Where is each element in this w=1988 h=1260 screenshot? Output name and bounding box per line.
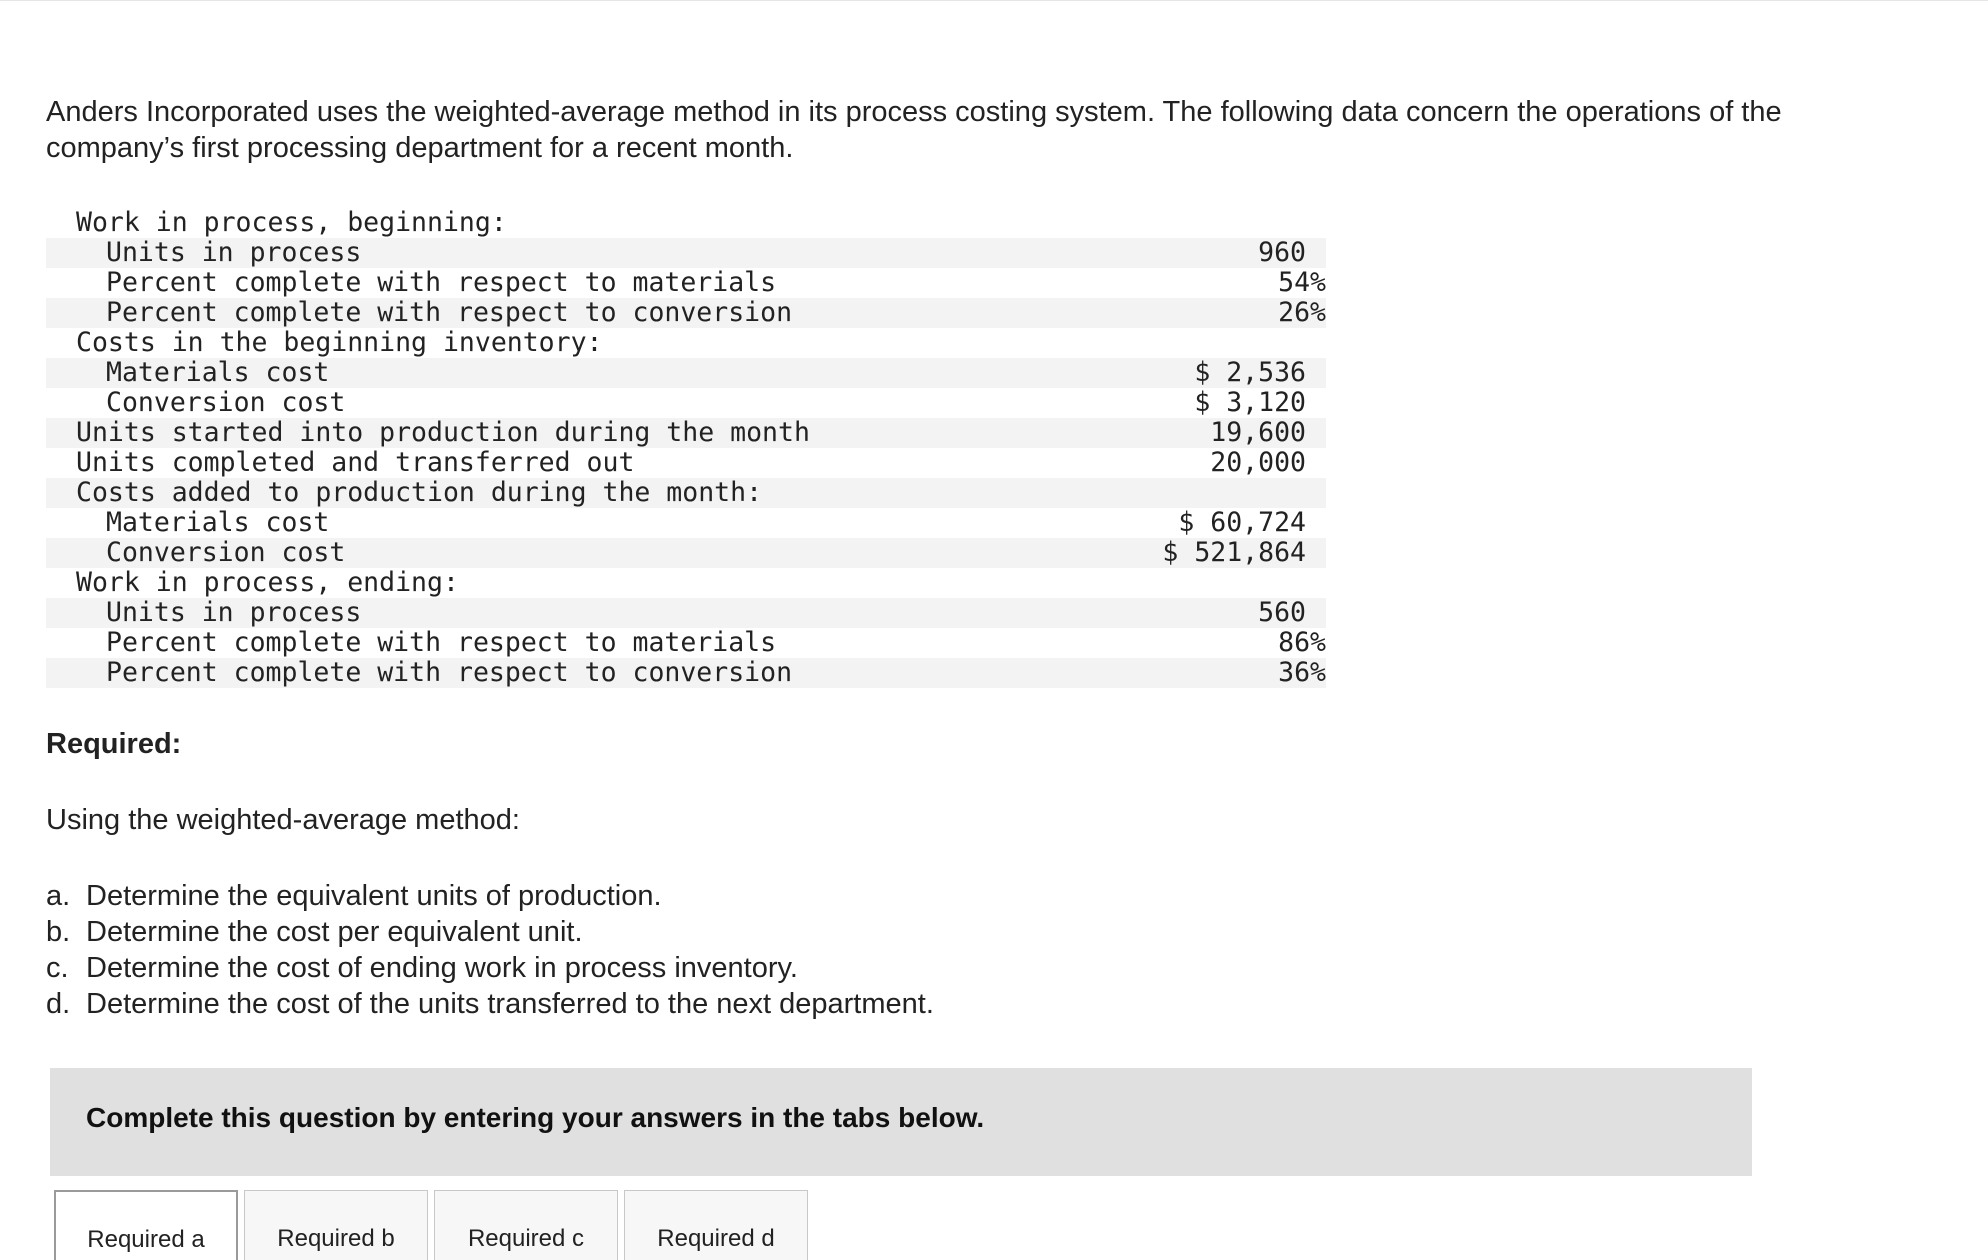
row-label: Percent complete with respect to materials bbox=[106, 627, 777, 658]
row-label: Percent complete with respect to conversion bbox=[46, 658, 1082, 688]
table-row bbox=[46, 508, 1326, 538]
row-label: Work in process, ending: bbox=[76, 567, 459, 598]
table-row bbox=[46, 658, 1326, 688]
row-label: Units in process bbox=[46, 598, 1082, 628]
table-row bbox=[46, 538, 1326, 568]
row-amount: $ 2,536 bbox=[1082, 358, 1326, 388]
table-row bbox=[46, 418, 1326, 448]
table-row bbox=[46, 298, 1326, 328]
tab-required-b[interactable]: Required b bbox=[244, 1190, 428, 1260]
row-amount: 19,600 bbox=[1082, 418, 1326, 448]
table-row bbox=[46, 358, 1326, 388]
item-letter: c. bbox=[46, 952, 69, 984]
row-amount bbox=[1082, 568, 1326, 598]
row-label: Conversion cost bbox=[106, 387, 346, 418]
method-instruction: Using the weighted-average method: bbox=[46, 804, 520, 836]
item-letter: b. bbox=[46, 916, 71, 948]
list-item bbox=[46, 950, 934, 986]
row-amount bbox=[1082, 328, 1326, 358]
required-heading: Required: bbox=[46, 728, 182, 760]
row-label: Costs in the beginning inventory: bbox=[76, 327, 603, 358]
row-label: Costs added to production during the month: bbox=[46, 478, 1082, 508]
list-item bbox=[46, 986, 934, 1022]
row-label: Percent complete with respect to conversion bbox=[46, 298, 1082, 328]
tab-required-d[interactable]: Required d bbox=[624, 1190, 808, 1260]
item-text: Determine the cost of the units transferred to the next department. bbox=[86, 988, 934, 1020]
tab-required-c[interactable]: Required c bbox=[434, 1190, 618, 1260]
table-row bbox=[46, 478, 1326, 508]
problem-intro: Anders Incorporated uses the weighted-average method in its process costing system. The following data concern the operations of the company’s first processing department for a recent month. bbox=[46, 96, 1782, 164]
row-label: Materials cost bbox=[106, 507, 330, 538]
row-label: Units started into production during the month bbox=[46, 418, 1082, 448]
row-amount: 26% bbox=[1082, 298, 1326, 328]
row-amount: 54% bbox=[1278, 267, 1326, 298]
item-letter: a. bbox=[46, 880, 71, 912]
requirements-list bbox=[46, 878, 934, 1022]
row-amount bbox=[1082, 478, 1326, 508]
row-label: Units in process bbox=[46, 238, 1082, 268]
item-text: Determine the cost of ending work in process inventory. bbox=[86, 952, 798, 984]
top-divider bbox=[0, 0, 1988, 1]
table-row bbox=[46, 448, 1326, 478]
instruction-text: Complete this question by entering your answers in the tabs below. bbox=[86, 1102, 985, 1133]
table-row bbox=[46, 628, 1326, 658]
row-amount: 960 bbox=[1082, 238, 1326, 268]
row-label: Percent complete with respect to materials bbox=[106, 267, 777, 298]
row-amount: 20,000 bbox=[1210, 447, 1306, 478]
instruction-banner bbox=[50, 1068, 1752, 1176]
table-row bbox=[46, 238, 1326, 268]
row-amount: 86% bbox=[1278, 627, 1326, 658]
table-row bbox=[46, 268, 1326, 298]
row-amount: 36% bbox=[1082, 658, 1326, 688]
row-label: Units completed and transferred out bbox=[76, 447, 635, 478]
list-item bbox=[46, 914, 934, 950]
row-label: Materials cost bbox=[46, 358, 1082, 388]
table-row bbox=[46, 328, 1326, 358]
row-amount: 560 bbox=[1082, 598, 1326, 628]
answer-tabs bbox=[54, 1190, 808, 1260]
item-text: Determine the equivalent units of production. bbox=[86, 880, 662, 912]
tab-required-a[interactable]: Required a bbox=[54, 1190, 238, 1260]
list-item bbox=[46, 878, 934, 914]
row-amount: $ 521,864 bbox=[1082, 538, 1326, 568]
row-amount: $ 3,120 bbox=[1194, 387, 1306, 418]
row-amount: $ 60,724 bbox=[1178, 507, 1306, 538]
process-data-table bbox=[46, 208, 1326, 688]
row-amount bbox=[1082, 208, 1326, 238]
item-text: Determine the cost per equivalent unit. bbox=[86, 916, 583, 948]
row-label: Conversion cost bbox=[46, 538, 1082, 568]
table-row bbox=[46, 388, 1326, 418]
table-row bbox=[46, 598, 1326, 628]
item-letter: d. bbox=[46, 988, 71, 1020]
table-row bbox=[46, 568, 1326, 598]
table-row bbox=[46, 208, 1326, 238]
row-label: Work in process, beginning: bbox=[76, 207, 507, 238]
